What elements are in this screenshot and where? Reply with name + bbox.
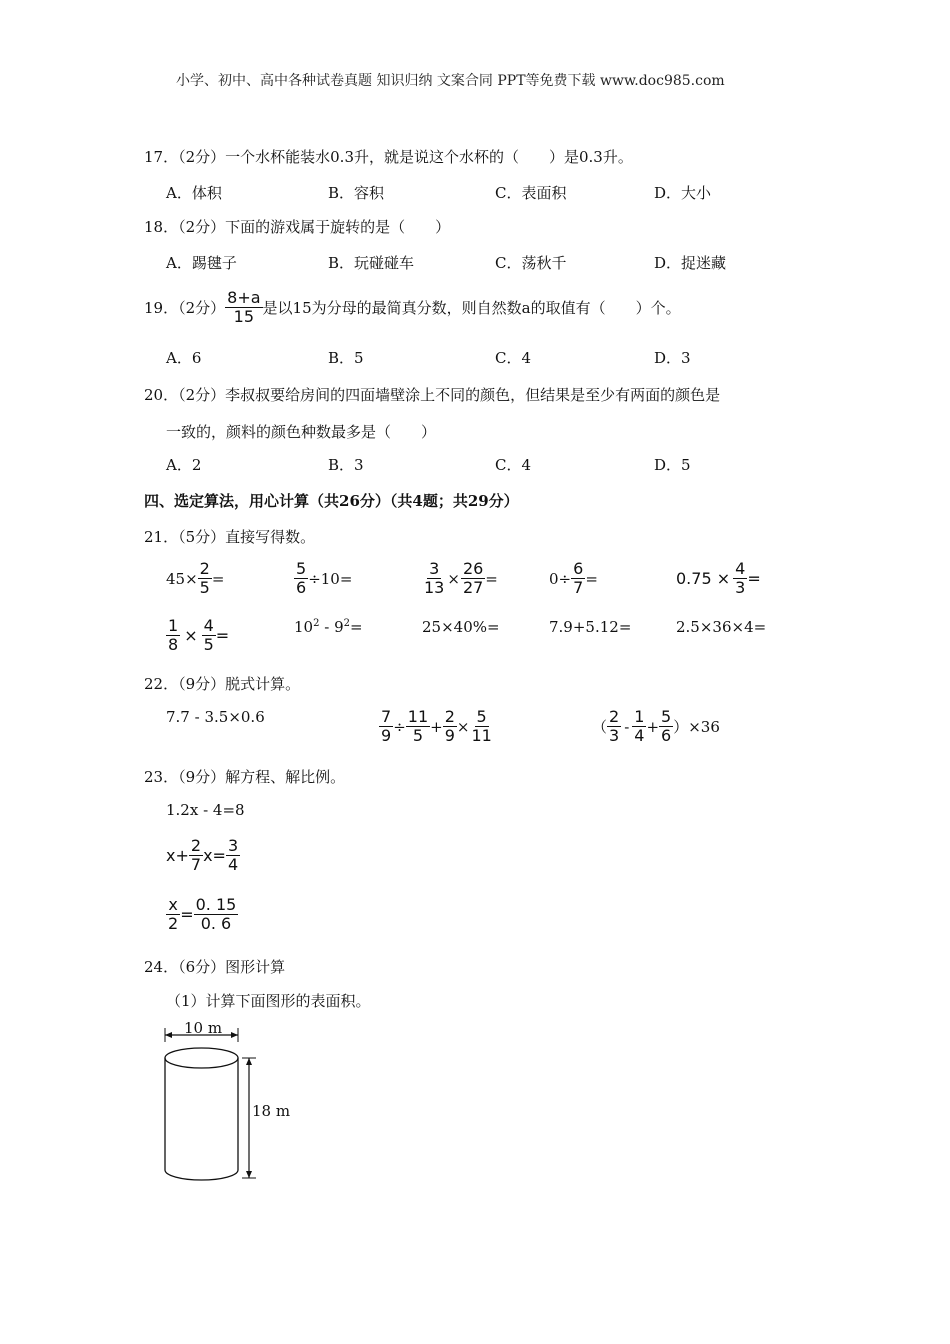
q19-line xyxy=(144,289,681,326)
expr-text: 0÷ xyxy=(549,569,572,588)
frac-den: 5 xyxy=(199,578,210,597)
frac-num: 2 xyxy=(444,707,455,726)
fraction xyxy=(443,708,457,745)
frac-num: 7 xyxy=(381,707,392,726)
expr-text: = xyxy=(211,569,225,588)
frac-den: 7 xyxy=(190,855,202,874)
expr-text: = xyxy=(180,905,194,924)
frac-den: 13 xyxy=(424,578,445,597)
q19-suffix: 是以15为分母的最简真分数，则自然数a的取值有（ ）个。 xyxy=(262,299,681,317)
arrow-head xyxy=(231,1032,238,1038)
frac-den: 8 xyxy=(168,635,179,654)
frac-den: 7 xyxy=(573,578,584,597)
frac-num: 3 xyxy=(227,836,239,855)
expr-text: 10 xyxy=(294,618,314,636)
q19-option-b: B．5 xyxy=(328,349,364,367)
operator: - xyxy=(624,717,630,736)
fraction xyxy=(571,560,585,597)
operator: ÷ xyxy=(393,717,406,736)
frac-den: 9 xyxy=(444,726,455,745)
fraction xyxy=(166,617,180,654)
frac-den: 6 xyxy=(661,726,672,745)
fraction xyxy=(194,896,239,933)
frac-den: 11 xyxy=(471,726,492,745)
frac-num: 26 xyxy=(462,559,484,578)
q22-expr-1: 7.7 - 3.5×0.6 xyxy=(166,708,265,726)
frac-num: 1 xyxy=(634,707,645,726)
frac-num: 0. 15 xyxy=(195,895,237,914)
q17-option-c: C．表面积 xyxy=(495,184,567,202)
operator: + xyxy=(646,717,660,736)
q22-expr-2 xyxy=(379,708,494,745)
expr-text: 45× xyxy=(166,569,198,588)
expr-text: = xyxy=(215,626,230,645)
frac-num: 2 xyxy=(199,559,210,578)
frac-num: 5 xyxy=(661,707,672,726)
expr-text: = xyxy=(585,569,598,588)
frac-den: 0. 6 xyxy=(200,914,232,933)
q21-expr-3 xyxy=(422,560,498,597)
expr-text: - 9 xyxy=(319,618,344,636)
arrow-head xyxy=(246,1058,252,1065)
frac-den: 5 xyxy=(412,726,424,745)
frac-num: 2 xyxy=(609,707,620,726)
frac-den: 5 xyxy=(203,635,214,654)
fraction xyxy=(461,560,485,597)
q19-prefix: 19．（2分） xyxy=(144,299,226,317)
q20-option-d: D．5 xyxy=(654,456,691,474)
height-label: 18 m xyxy=(252,1102,291,1120)
operator: × xyxy=(184,626,198,645)
frac-den: 2 xyxy=(168,914,179,933)
exponent: 2 xyxy=(313,618,320,629)
frac-den: 3 xyxy=(609,726,620,745)
cylinder-top xyxy=(165,1048,238,1068)
q17-option-a: A．体积 xyxy=(166,184,222,202)
q21-expr-1 xyxy=(166,560,224,597)
expr-text: = xyxy=(350,618,363,636)
q23-eq-1: 1.2x - 4=8 xyxy=(166,801,245,819)
expr-text: 0.75 × xyxy=(676,569,731,588)
expr-text: ÷10= xyxy=(308,569,353,588)
fraction xyxy=(607,708,621,745)
exponent: 2 xyxy=(343,618,350,629)
frac-num: 2 xyxy=(190,836,202,855)
fraction xyxy=(189,837,203,874)
expr-text: ）×36 xyxy=(673,718,720,736)
fraction xyxy=(659,708,673,745)
q18-option-b: B．玩碰碰车 xyxy=(328,254,415,272)
q20-option-b: B．3 xyxy=(328,456,364,474)
diameter-label: 10 m xyxy=(184,1019,223,1037)
fraction xyxy=(202,617,216,654)
frac-num: 5 xyxy=(296,559,307,578)
frac-num: 4 xyxy=(735,559,746,578)
arrow-head xyxy=(165,1032,172,1038)
expr-text: x= xyxy=(203,846,226,865)
fraction xyxy=(733,560,747,597)
q24-sub1: （1）计算下面图形的表面积。 xyxy=(166,992,371,1010)
q21-expr-4 xyxy=(549,560,598,597)
frac-num: 1 xyxy=(168,616,179,635)
operator: + xyxy=(430,717,443,736)
frac-num: 11 xyxy=(407,707,429,726)
operator: × xyxy=(447,569,460,588)
fraction xyxy=(406,708,430,745)
q18-option-c: C．荡秋千 xyxy=(495,254,567,272)
fraction xyxy=(422,560,446,597)
fraction xyxy=(379,708,393,745)
q20-text-line1: 20．（2分）李叔叔要给房间的四面墙壁涂上不同的颜色，但结果是至少有两面的颜色是 xyxy=(144,386,721,404)
cylinder-bottom xyxy=(165,1170,238,1180)
expr-text: x+ xyxy=(166,846,189,865)
q19-option-a: A．6 xyxy=(166,349,202,367)
q18-option-d: D．捉迷藏 xyxy=(654,254,727,272)
q21-expr-7 xyxy=(294,618,363,636)
fraction xyxy=(294,560,308,597)
q19-frac-num: 8+a xyxy=(227,288,261,307)
q17-text: 17．（2分）一个水杯能装水0.3升，就是说这个水杯的（ ）是0.3升。 xyxy=(144,148,633,166)
arrow-head xyxy=(246,1171,252,1178)
q23-eq-2 xyxy=(166,837,240,874)
q21-expr-6 xyxy=(166,617,229,654)
q20-option-c: C．4 xyxy=(495,456,532,474)
page-header: 小学、初中、高中各种试卷真题 知识归纳 文案合同 PPT等免费下载 www.doc985.com xyxy=(176,73,725,89)
fraction xyxy=(469,708,493,745)
q19-frac-den: 15 xyxy=(233,307,255,326)
frac-den: 27 xyxy=(462,578,484,597)
q21-expr-8: 25×40%= xyxy=(422,618,500,636)
frac-num: 3 xyxy=(429,559,440,578)
frac-den: 9 xyxy=(381,726,392,745)
frac-den: 4 xyxy=(227,855,239,874)
q20-option-a: A．2 xyxy=(166,456,202,474)
q19-option-c: C．4 xyxy=(495,349,532,367)
q21-expr-5 xyxy=(676,560,761,597)
q21-text: 21．（5分）直接写得数。 xyxy=(144,528,316,546)
frac-den: 3 xyxy=(735,578,746,597)
fraction xyxy=(226,837,240,874)
frac-num: 6 xyxy=(573,559,584,578)
fraction xyxy=(632,708,646,745)
q19-option-d: D．3 xyxy=(654,349,691,367)
frac-num: x xyxy=(168,895,178,914)
fraction xyxy=(166,896,180,933)
q23-text: 23．（9分）解方程、解比例。 xyxy=(144,768,346,786)
frac-num: 4 xyxy=(203,616,214,635)
frac-num: 5 xyxy=(476,707,487,726)
frac-den: 6 xyxy=(296,578,307,597)
q22-text: 22．（9分）脱式计算。 xyxy=(144,675,301,693)
q19-fraction xyxy=(225,289,262,326)
fraction xyxy=(198,560,212,597)
q18-option-a: A．踢毽子 xyxy=(166,254,237,272)
q20-text-line2: 一致的，颜料的颜色种数最多是（ ） xyxy=(166,423,437,441)
section-4-heading: 四、选定算法，用心计算（共26分）（共4题；共29分） xyxy=(144,492,519,510)
q17-option-d: D．大小 xyxy=(654,184,712,202)
expr-text: = xyxy=(747,569,761,588)
frac-den: 4 xyxy=(634,726,645,745)
q21-expr-10: 2.5×36×4= xyxy=(676,618,767,636)
q18-text: 18．（2分）下面的游戏属于旋转的是（ ） xyxy=(144,218,451,236)
q23-eq-3 xyxy=(166,896,238,933)
q17-option-b: B．容积 xyxy=(328,184,385,202)
q22-expr-3 xyxy=(592,708,720,745)
q21-expr-2 xyxy=(294,560,352,597)
expr-text: = xyxy=(485,569,498,588)
operator: × xyxy=(456,717,470,736)
q24-text: 24．（6分）图形计算 xyxy=(144,958,286,976)
paren: （ xyxy=(592,718,608,736)
q21-expr-9: 7.9+5.12= xyxy=(549,618,632,636)
